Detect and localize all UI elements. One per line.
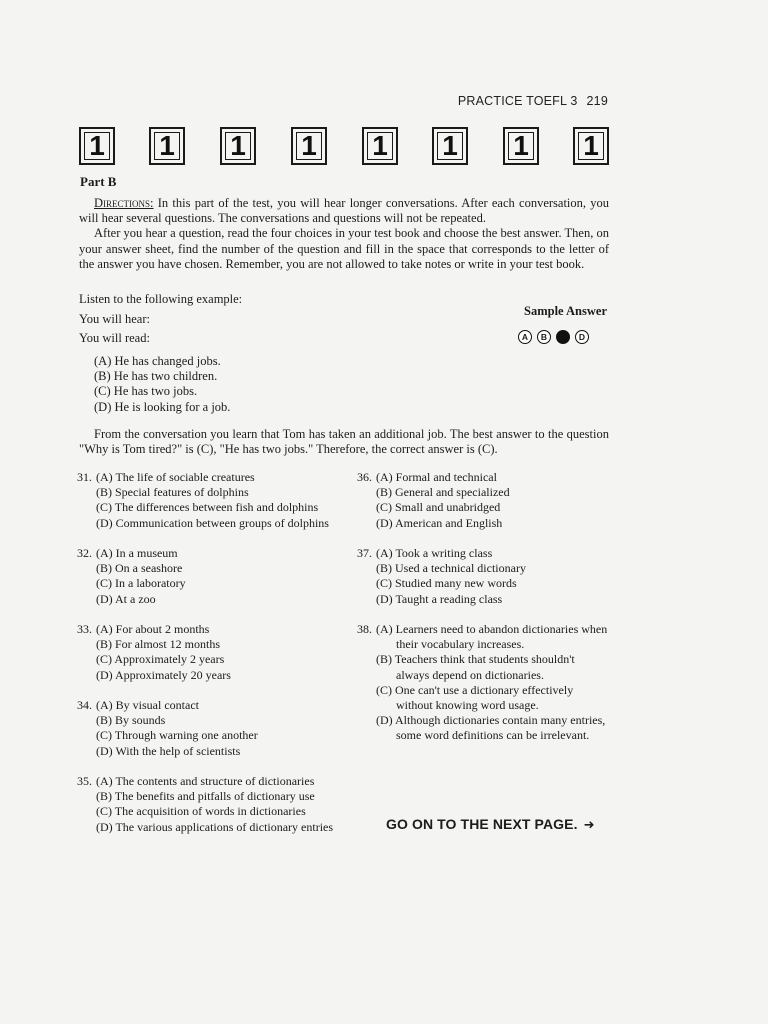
answer-option: (D) Communication between groups of dolphins	[96, 515, 329, 530]
example-choice: (A) He has changed jobs.	[94, 354, 221, 368]
answer-option: (A) For about 2 months	[96, 622, 210, 636]
answer-option: (A) The life of sociable creatures	[96, 470, 255, 484]
page-header	[458, 94, 608, 108]
answer-option: (A) In a museum	[96, 546, 178, 560]
answer-option: (A) Learners need to abandon dictionaries when their vocabulary increases.	[376, 622, 608, 652]
question-35: 35. (A) The contents and structure of dictionaries (B) The benefits and pitfalls of dictionary use (C) The acquisition of words in dictionaries (D) The various applications of dictionary entries	[77, 774, 339, 835]
sample-answer-label: Sample Answer	[524, 304, 607, 318]
answer-option: (B) General and specialized	[376, 485, 510, 500]
answer-option: (D) With the help of scientists	[96, 743, 241, 758]
answer-option: (C) The acquisition of words in dictionaries	[96, 804, 306, 819]
answer-option: (B) Special features of dolphins	[96, 485, 249, 500]
answer-option: (B) Used a technical dictionary	[376, 561, 526, 576]
example-choice: (B) He has two children.	[94, 369, 218, 384]
question-32: 32. (A) In a museum (B) On a seashore (C) In a laboratory (D) At a zoo	[77, 546, 339, 607]
answer-option: (C) The differences between fish and dolphins	[96, 500, 319, 515]
answer-option: (D) Taught a reading class	[376, 591, 503, 606]
answer-option: (C) Studied many new words	[376, 576, 517, 591]
answer-option: (C) Small and unabridged	[376, 500, 501, 515]
section-marker: 1	[220, 127, 256, 165]
answer-option: (C) Approximately 2 years	[96, 652, 225, 667]
directions-label: Directions:	[94, 196, 154, 210]
answer-option: (B) Teachers think that students shouldn't always depend on dictionaries.	[376, 652, 575, 682]
answer-bubble-a: A	[518, 330, 532, 344]
question-33: 33. (A) For about 2 months (B) For almost 12 months (C) Approximately 2 years (D) Approximately 20 years	[77, 622, 339, 683]
answer-option: (A) By visual contact	[96, 698, 199, 712]
header-title: PRACTICE TOEFL 3	[457, 94, 578, 108]
questions-left-column	[77, 470, 339, 850]
question-31: 31. (A) The life of sociable creatures (B) Special features of dolphins (C) The differences between fish and dolphins (D) Communication between groups of dolphins	[77, 470, 339, 531]
answer-option: (B) By sounds	[96, 713, 166, 728]
answer-option: (A) Formal and technical	[376, 470, 497, 484]
answer-bubble-b: B	[537, 330, 551, 344]
example-intro: Listen to the following example:	[79, 292, 243, 306]
answer-option: (D) Approximately 20 years	[96, 667, 231, 682]
you-will-hear: You will hear:	[79, 312, 150, 326]
answer-option: (B) On a seashore	[96, 561, 183, 576]
answer-bubble-d: D	[575, 330, 589, 344]
you-will-read: You will read:	[79, 331, 150, 345]
answer-option: (D) The various applications of dictionary entries	[96, 819, 334, 834]
section-marker: 1	[149, 127, 185, 165]
example-choice: (C) He has two jobs.	[94, 384, 198, 399]
section-marker: 1	[573, 127, 609, 165]
page-number: 219	[586, 94, 608, 108]
questions-right-column	[357, 470, 611, 759]
go-on-next-page	[386, 816, 595, 833]
section-marker: 1	[79, 127, 115, 165]
section-marker: 1	[362, 127, 398, 165]
answer-option: (C) Through warning one another	[96, 728, 258, 743]
section-markers	[79, 127, 609, 169]
directions	[79, 196, 609, 272]
answer-bubble-c-filled	[556, 330, 570, 344]
question-36: 36. (A) Formal and technical (B) General and specialized (C) Small and unabridged (D) American and English	[357, 470, 611, 531]
example-choice: (D) He is looking for a job.	[94, 399, 231, 414]
answer-option: (B) For almost 12 months	[96, 637, 221, 652]
section-marker: 1	[503, 127, 539, 165]
question-38: 38. (A) Learners need to abandon dictionaries when their vocabulary increases. (B) Teachers think that students shouldn't always depend on dictionaries. (C) One can't use a dictionary effectively without knowing word usage. (D) Although dictionaries contain many entries, some word definitions can be irrelevant.	[357, 622, 611, 744]
answer-option: (D) Although dictionaries contain many entries, some word definitions can be irrelevant.	[376, 713, 606, 743]
part-title: Part B	[80, 174, 117, 189]
example-explanation: From the conversation you learn that Tom has taken an additional job. The best answer to the question "Why is Tom tired?" is (C), "He has two jobs." Therefore, the correct answer is (C).	[79, 427, 609, 457]
section-marker: 1	[291, 127, 327, 165]
question-34: 34. (A) By visual contact (B) By sounds (C) Through warning one another (D) With the help of scientists	[77, 698, 339, 759]
arrow-right-icon: ➜	[583, 817, 595, 832]
answer-option: (C) One can't use a dictionary effectively without knowing word usage.	[376, 682, 574, 713]
answer-option: (D) At a zoo	[96, 591, 156, 606]
example-choices	[94, 354, 230, 415]
answer-option: (C) In a laboratory	[96, 576, 186, 591]
question-37: 37. (A) Took a writing class (B) Used a technical dictionary (C) Studied many new words (D) Taught a reading class	[357, 546, 611, 607]
answer-option: (A) The contents and structure of dictionaries	[96, 774, 315, 788]
directions-paragraph-2: After you hear a question, read the four choices in your test book and choose the best answer. Then, on your answer sheet, find the number of the question and fill in the space that corresponds to the letter of the answer you have chosen. Remember, you are not allowed to take notes or write in your test book.	[79, 226, 609, 271]
section-marker: 1	[432, 127, 468, 165]
answer-option: (A) Took a writing class	[376, 546, 493, 560]
answer-option: (D) American and English	[376, 515, 503, 530]
directions-paragraph-1: In this part of the test, you will hear longer conversations. After each conversation, you will hear several questions. The conversations and questions will not be repeated.	[79, 196, 610, 226]
go-on-text: GO ON TO THE NEXT PAGE.	[386, 816, 578, 832]
sample-answer-bubbles	[518, 330, 589, 344]
answer-option: (B) The benefits and pitfalls of dictionary use	[96, 789, 315, 804]
